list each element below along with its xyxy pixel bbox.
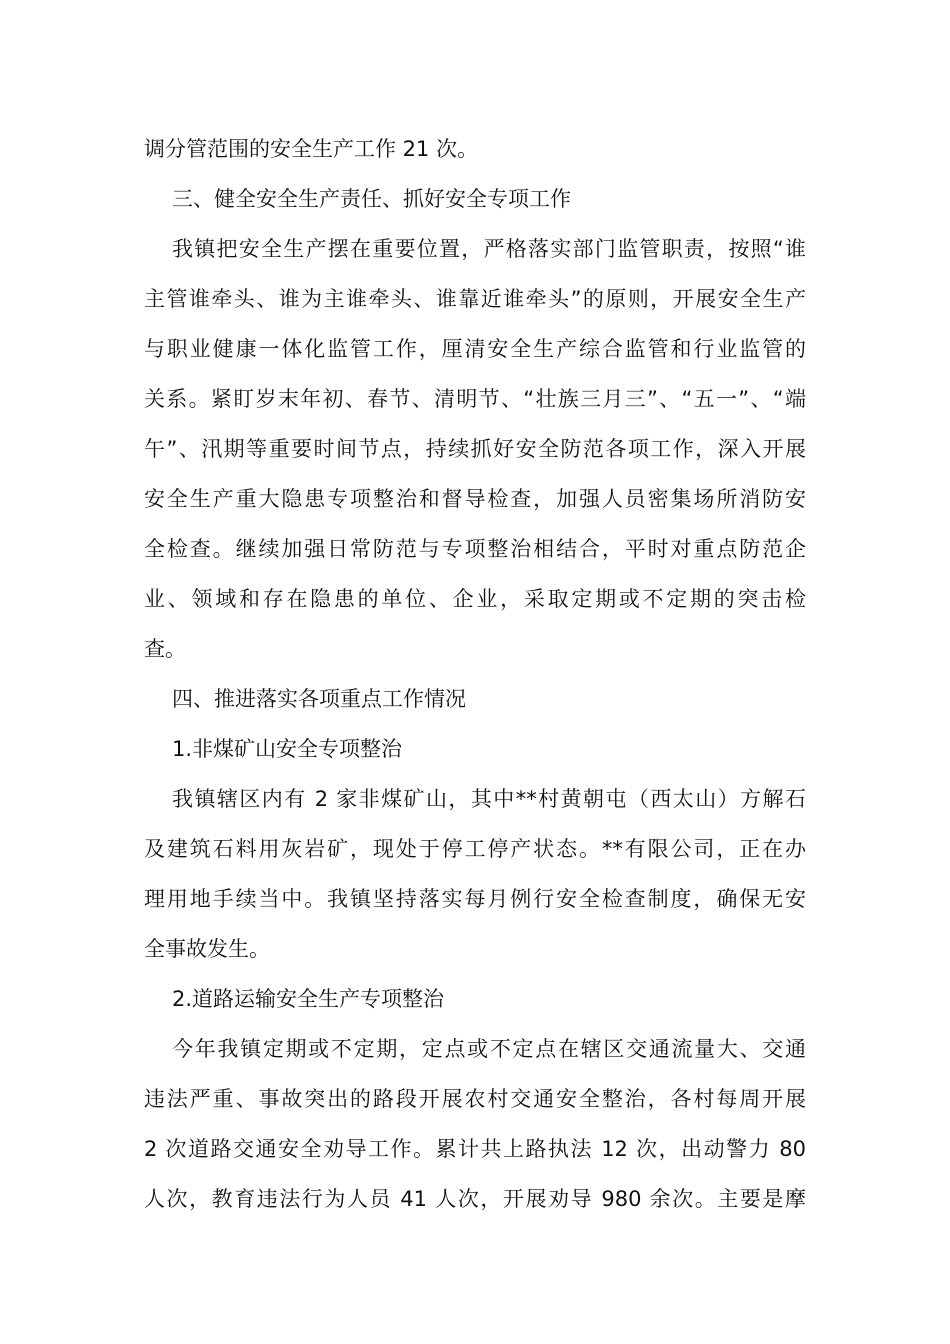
text-line-14: 我镇辖区内有 2 家非煤矿山，其中**村黄朝屯（西太山）方解石 — [172, 787, 806, 811]
section-heading-4: 四、推进落实各项重点工作情况 — [172, 687, 466, 711]
text-line-5: 与职业健康一体化监管工作，厘清安全生产综合监管和行业监管的 — [144, 337, 806, 361]
text-line-19: 今年我镇定期或不定期，定点或不定点在辖区交通流量大、交通 — [172, 1037, 806, 1061]
text-line-20: 违法严重、事故突出的路段开展农村交通安全整治，各村每周开展 — [144, 1087, 806, 1111]
subsection-heading-1: 1.非煤矿山安全专项整治 — [172, 737, 403, 761]
text-line-6: 关系。紧盯岁末年初、春节、清明节、“壮族三月三”、“五一”、“端 — [144, 387, 806, 411]
text-line-21: 2 次道路交通安全劝导工作。累计共上路执法 12 次，出动警力 80 — [144, 1137, 806, 1161]
text-line-16: 理用地手续当中。我镇坚持落实每月例行安全检查制度，确保无安 — [144, 887, 806, 911]
text-line-4: 主管谁牵头、谁为主谁牵头、谁靠近谁牵头”的原则，开展安全生产 — [144, 287, 806, 311]
text-line-8: 安全生产重大隐患专项整治和督导检查，加强人员密集场所消防安 — [144, 487, 806, 511]
text-line-3: 我镇把安全生产摆在重要位置，严格落实部门监管职责，按照“谁 — [172, 237, 806, 261]
document-body — [144, 124, 806, 1224]
subsection-heading-2: 2.道路运输安全生产专项整治 — [172, 987, 445, 1011]
text-line-9: 全检查。继续加强日常防范与专项整治相结合，平时对重点防范企 — [144, 537, 806, 561]
text-line-11: 查。 — [144, 637, 186, 661]
section-heading-3: 三、健全安全生产责任、抓好安全专项工作 — [172, 187, 571, 211]
text-line-1: 调分管范围的安全生产工作 21 次。 — [144, 137, 479, 161]
text-line-15: 及建筑石料用灰岩矿，现处于停工停产状态。**有限公司，正在办 — [144, 837, 806, 861]
text-line-10: 业、领域和存在隐患的单位、企业，采取定期或不定期的突击检 — [144, 587, 806, 611]
text-line-17: 全事故发生。 — [144, 937, 270, 961]
text-line-7: 午”、汛期等重要时间节点，持续抓好安全防范各项工作，深入开展 — [144, 437, 806, 461]
text-line-22: 人次，教育违法行为人员 41 人次，开展劝导 980 余次。主要是摩 — [144, 1187, 806, 1211]
